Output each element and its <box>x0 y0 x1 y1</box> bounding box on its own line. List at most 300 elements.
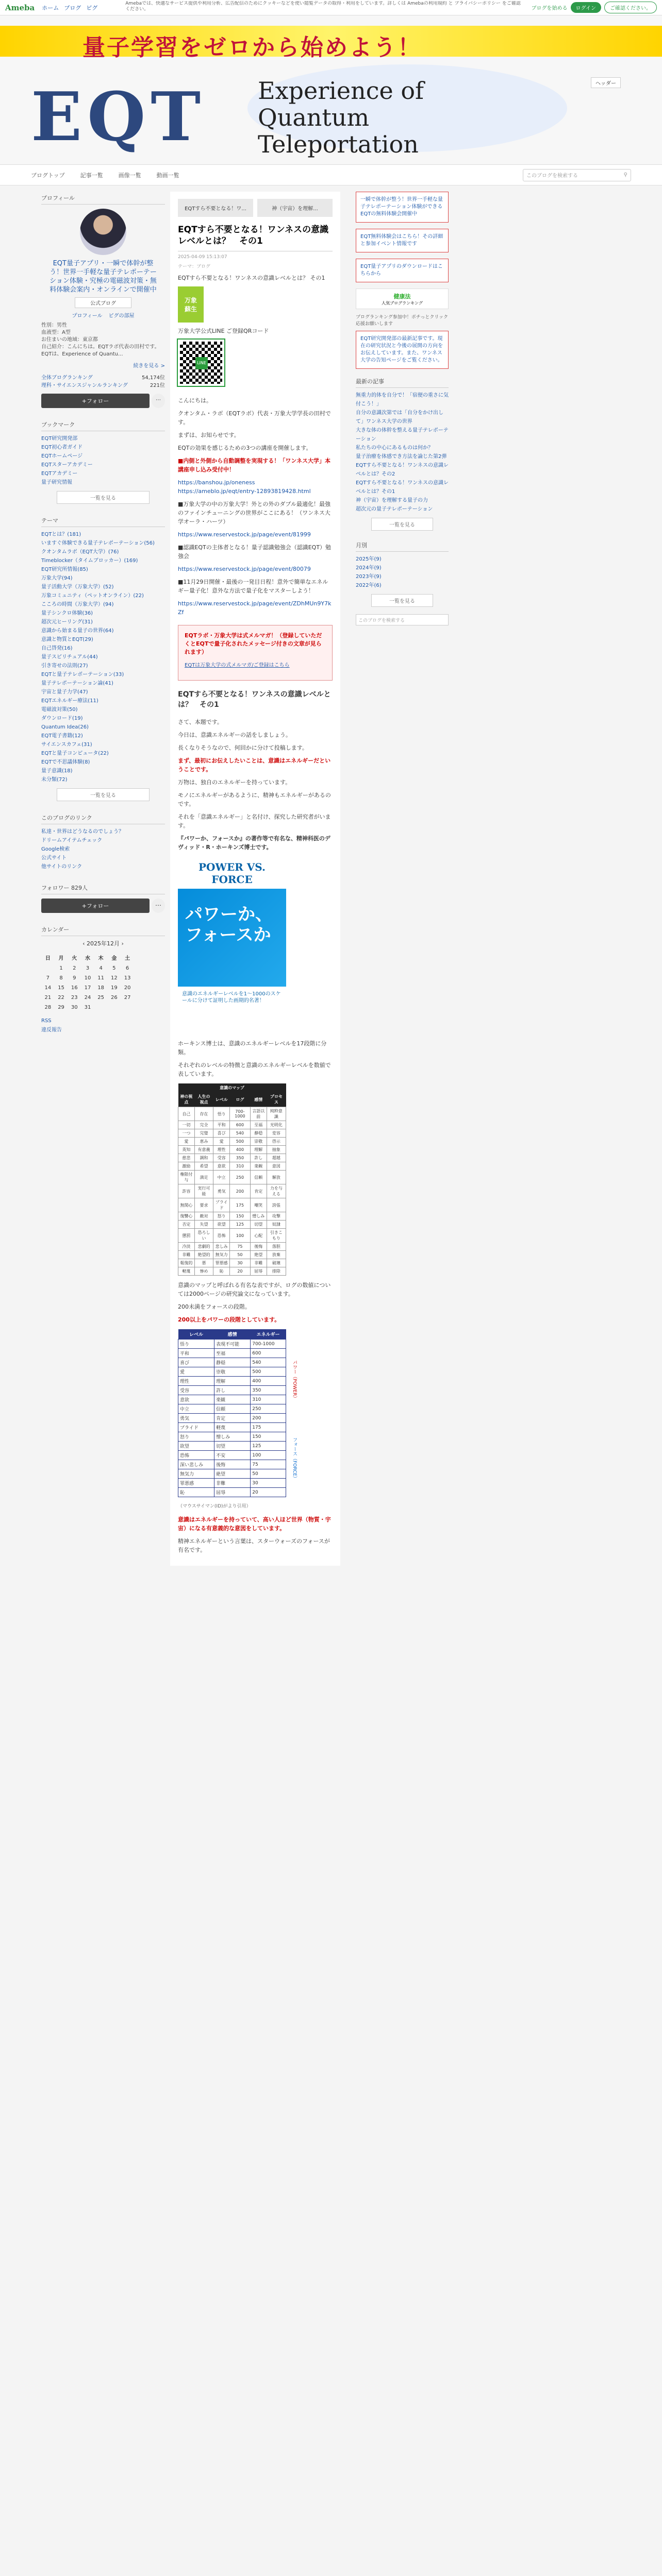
table-cell: 希望 <box>194 1162 213 1171</box>
table-cell: 罪悪感 <box>178 1479 214 1488</box>
theme-link[interactable]: クオンタムラボ（EQT大学）(76) <box>41 549 119 555</box>
para: モノにエネルギーがあるように、精神もエネルギーがあるのです。 <box>178 792 331 807</box>
recent-more-button[interactable]: 一覧を見る <box>371 518 433 531</box>
table-cell: 平和 <box>213 1121 230 1129</box>
table-cell: 悟り <box>213 1107 230 1121</box>
table-row <box>178 1488 286 1497</box>
table-cell: 無気力 <box>213 1251 230 1259</box>
article-title[interactable]: EQTすら不要となる！ワンネスの意識レベルとは？ その1 <box>178 224 333 251</box>
table-cell: 悟り <box>178 1340 214 1349</box>
profile-link[interactable]: プロフィール <box>72 313 103 319</box>
bookmark-link[interactable]: EQT研究開発部 <box>41 436 78 442</box>
table-cell: 200 <box>229 1184 250 1198</box>
para: 万物は、独自のエネルギーを持っています。 <box>178 779 291 786</box>
table-note: （マウスサイマン(ID)がより引用） <box>178 1504 251 1509</box>
calendar-day[interactable]: 8 <box>59 975 63 981</box>
report-link[interactable]: 違反報告 <box>41 1027 62 1033</box>
table-cell: 敵対 <box>194 1212 213 1221</box>
table-cell: 完全 <box>194 1121 213 1129</box>
search-placeholder: このブログを検索する <box>526 173 578 179</box>
theme-link[interactable]: 引き寄せの法則(27) <box>41 663 88 669</box>
right-sidebar <box>356 192 449 625</box>
table-cell: 信頼 <box>250 1171 267 1184</box>
table-cell: 失望 <box>194 1221 213 1229</box>
tab-image-list[interactable]: 画像一覧 <box>118 172 141 179</box>
calendar-day[interactable]: 21 <box>44 995 52 1001</box>
table-cell: 愛 <box>213 1138 230 1146</box>
theme-link[interactable]: サイエンスカフェ(31) <box>41 742 92 748</box>
event-1: ■内側と外側から自動調整を実現する！「ワンネス大学」本講座申し込み受付中！ <box>178 457 331 473</box>
profile-more-link[interactable]: 続きを見る > <box>133 363 165 369</box>
recent-article-link[interactable]: 大きな体の体幹を整える量子テレポーテーション <box>356 428 449 442</box>
table-cell: 中立 <box>213 1171 230 1184</box>
table-cell: 悲しみ <box>213 1243 230 1251</box>
calendar-day <box>41 963 55 973</box>
calendar-weekday: 日 <box>45 956 51 961</box>
article-date: 2025-04-09 15:13:07 <box>178 255 227 260</box>
calendar-day[interactable]: 18 <box>97 985 105 991</box>
table-row <box>178 1404 286 1414</box>
para: 長くなりそうなので、何回かに分けて投稿します。 <box>178 744 308 751</box>
theme-link[interactable]: 量子意識(18) <box>41 768 73 774</box>
promo-box-1[interactable]: 一瞬で体幹が整う！世界一手軽な量子テレポーテーション体験ができるEQTの無料体験会開催中 <box>356 192 449 223</box>
table-cell: 怒り <box>213 1212 230 1221</box>
table-cell: 軽蔑 <box>214 1423 251 1432</box>
highlight: 意識はエネルギーを持っていて、高い人ほど世界（物質・宇宙）になる有意義的な意図をしています。 <box>178 1516 331 1532</box>
calendar-day[interactable]: 23 <box>71 995 78 1001</box>
follow-button[interactable]: +フォロー <box>41 394 150 408</box>
nav-pigg[interactable]: ピグ <box>86 4 98 11</box>
ranking-note: プログランキング参加中！ポチっとクリック応援お願いします <box>356 315 449 327</box>
bookmark-list <box>41 434 165 487</box>
official-badge: 公式ブログ <box>75 297 131 308</box>
link-list <box>41 827 165 871</box>
banshou-banner[interactable] <box>178 286 204 323</box>
table-cell: 悪 <box>194 1259 213 1267</box>
bookmark-link[interactable]: EQTホームページ <box>41 453 83 459</box>
theme-link[interactable]: Timeblocker（タイムブロッカー）(169) <box>41 558 138 564</box>
para: ホーキンス博士は、意識のエネルギーレベルを17段階に分類。 <box>178 1040 327 1056</box>
line-caption: 万象大学公式LINE ご登録QRコード <box>178 328 269 334</box>
calendar-day[interactable]: 3 <box>86 965 90 971</box>
profile-info <box>41 322 165 358</box>
table-row <box>178 1138 286 1146</box>
calendar-day[interactable]: 14 <box>44 985 52 991</box>
recent-article-link[interactable]: 私たちの中心にあるものは何か？ <box>356 445 433 451</box>
theme-link[interactable]: EQTと量子テレポーテーション(33) <box>41 672 124 677</box>
theme-link[interactable]: ダウンロード(19) <box>41 716 83 721</box>
ranking-box <box>41 374 165 389</box>
sidebar-search-input[interactable] <box>356 614 449 625</box>
calendar-day[interactable]: 15 <box>58 985 64 991</box>
table-row <box>178 1184 286 1198</box>
article-body <box>178 274 333 1554</box>
table-cell: 非難 <box>250 1259 267 1267</box>
theme-link[interactable]: EQTと量子コンピュータ(22) <box>41 751 109 756</box>
table-cell: 解放 <box>267 1171 286 1184</box>
recent-article-link[interactable]: 量子治療を体感でき方法を論じた第2弾 <box>356 454 447 460</box>
para: それぞれのレベルの特徴と意識のエネルギーレベルを数値で表しています。 <box>178 1062 331 1077</box>
tab-blog-top[interactable]: ブログトップ <box>31 172 65 179</box>
calendar-day[interactable]: 25 <box>97 995 105 1001</box>
bookmark-section <box>41 418 165 504</box>
theme-link[interactable]: 電磁波対策(50) <box>41 707 78 713</box>
table-row <box>178 1432 286 1442</box>
avatar[interactable] <box>80 209 126 255</box>
recent-article-link[interactable]: 超次元の量子テレポーテーション <box>356 506 433 512</box>
table-cell: 表現不可能 <box>214 1340 251 1349</box>
theme-link[interactable]: 自己啓発(16) <box>41 646 73 651</box>
table-row <box>178 1442 286 1451</box>
table-cell: 理性 <box>178 1377 214 1386</box>
book-blurb: 意識のエネルギーレベルを1〜1000のスケールに分けて証明した画期的名著！ <box>178 987 286 1033</box>
calendar-day[interactable]: 12 <box>111 975 118 981</box>
theme-link[interactable]: 未分類(72) <box>41 777 68 783</box>
table-cell: 欲望 <box>178 1442 214 1451</box>
table-cell: 有意義 <box>194 1146 213 1154</box>
notice-button[interactable]: ご確認ください。 <box>604 2 657 13</box>
theme-link[interactable]: 超次元ヒーリング(31) <box>41 619 93 625</box>
table-row <box>178 1162 286 1171</box>
recent-article-link[interactable]: 自分の意識次第では「自分をかけ出して」ワンネス大学の世界 <box>356 410 443 425</box>
table-cell: 30 <box>229 1259 250 1267</box>
table-row <box>178 1469 286 1479</box>
event-4: ■11月29日開催・最後の一発目日程！意外で簡単なエネルギー量子化！意外な方法で量子化をマスターしよう！ <box>178 579 328 594</box>
table-cell: 権限付与 <box>178 1171 195 1184</box>
profile-name[interactable]: EQT量子アプリ・一瞬で体幹が整う！世界一手軽な量子テレポーテーション体験・究極の電磁波対策・無料体験会案内・オンラインで開催中 <box>49 260 157 294</box>
rank-overall-value: 54,174位 <box>142 375 165 381</box>
login-button[interactable]: ログイン <box>571 2 602 13</box>
archive-link[interactable]: 2025年(9) <box>356 556 382 562</box>
calendar-day[interactable]: 1 <box>59 965 63 971</box>
table-cell: 力を与える <box>267 1184 286 1198</box>
table-cell: 許容 <box>178 1184 195 1198</box>
more-options-icon[interactable]: ⋯ <box>152 899 165 913</box>
calendar-day[interactable]: 9 <box>73 975 76 981</box>
table-row <box>178 1377 286 1386</box>
profile-title: プロフィール <box>41 192 165 205</box>
table-cell: 欲望 <box>213 1221 230 1229</box>
table-cell: 540 <box>251 1358 286 1367</box>
calendar-day[interactable]: 27 <box>124 995 131 1001</box>
map-header: レベル <box>213 1092 230 1107</box>
table-cell: 否定 <box>178 1221 195 1229</box>
table-cell: 光明化 <box>267 1121 286 1129</box>
calendar-weekday: 木 <box>98 956 104 961</box>
force-label: フォース（FORCE） <box>292 1437 297 1481</box>
table-row <box>178 1395 286 1404</box>
table-row <box>178 1229 286 1243</box>
table-cell: 報復的 <box>178 1259 195 1267</box>
table-cell: 要求 <box>194 1198 213 1212</box>
rss-link[interactable]: RSS <box>41 1018 52 1024</box>
archive-link[interactable]: 2022年(6) <box>356 583 382 588</box>
event-4-link[interactable]: https://www.reservestock.jp/page/event/ZDhMUn9Y7kZf <box>178 600 332 616</box>
prev-article-button[interactable]: EQTすら不要となる！ワ... <box>178 199 253 217</box>
table-cell: 切望 <box>250 1221 267 1229</box>
map-header: 感情 <box>250 1092 267 1107</box>
table-cell: 恐怖 <box>213 1229 230 1243</box>
power-label: パワー（POWER） <box>292 1360 297 1401</box>
table-cell: 至福 <box>250 1121 267 1129</box>
table-cell: 350 <box>229 1154 250 1162</box>
table-cell: 無関心 <box>178 1198 195 1212</box>
calendar-day[interactable]: 26 <box>111 995 118 1001</box>
calendar-day[interactable]: 7 <box>46 975 50 981</box>
table-row <box>178 1251 286 1259</box>
blog-search-input[interactable] <box>523 169 631 181</box>
theme-link[interactable]: 量子テレポーテーション論(41) <box>41 681 113 686</box>
header-subtitle <box>258 77 424 158</box>
profile-intro: 自己紹介：こんにちは。EQTラボ代表の田村です。EQTは、Experience of Quantu... <box>41 344 160 357</box>
recent-article-link[interactable]: 無重力的体を自分で！「宿便の重さに気付こう！」 <box>356 393 449 407</box>
banner-top-text: 万象 <box>184 297 197 304</box>
archive-link[interactable]: 2023年(9) <box>356 574 382 580</box>
cookie-notice: Amebaでは、快適なサービス提供や利用分析、広告配信のためにクッキーなどを使い閲覧データの取得・利用をしています。詳しくは Amebaの利用規約 と プライバシーポリシー をご確認ください。 <box>125 1 521 12</box>
tab-article-list[interactable]: 記事一覧 <box>80 172 103 179</box>
calendar-day[interactable]: 6 <box>125 965 129 971</box>
table-cell: 一切 <box>178 1121 195 1129</box>
table-cell: 600 <box>251 1349 286 1358</box>
table-row <box>178 1121 286 1129</box>
table-cell: 恥 <box>213 1267 230 1276</box>
table-cell: 啓示 <box>267 1138 286 1146</box>
map-title: 意識のマップ <box>178 1083 286 1092</box>
table-cell: プライド <box>213 1198 230 1212</box>
para: それを「意識エネルギー」と名付け、探究した研究者がいます。 <box>178 814 331 829</box>
table-cell: 30 <box>251 1479 286 1488</box>
bookmark-link[interactable]: 量子研究情報 <box>41 480 72 485</box>
next-article-button[interactable]: 神（宇宙）を理解... <box>257 199 333 217</box>
event-1-link-2[interactable]: https://ameblo.jp/eqt/entry-12893819428.html <box>178 488 311 495</box>
rank-overall-label[interactable]: 全体ブログランキング <box>41 375 93 381</box>
table-cell: 絶望的 <box>194 1251 213 1259</box>
table-cell: 調和 <box>194 1154 213 1162</box>
pigg-room-link[interactable]: ピグの部屋 <box>108 313 135 319</box>
calendar-day[interactable]: 5 <box>112 965 116 971</box>
table-cell: 50 <box>229 1251 250 1259</box>
promo-box-2[interactable]: EQT無料体験会はこちら！その詳細と参加イベント情報です <box>356 229 449 252</box>
bookmark-more-button[interactable]: 一覧を見る <box>57 491 150 504</box>
calendar-month: ‹ 2025年12月 › <box>82 940 124 947</box>
table-cell: 恥 <box>178 1488 214 1497</box>
table-row <box>178 1198 286 1212</box>
calendar <box>41 923 165 1035</box>
blog-link[interactable]: 公式サイト <box>41 855 67 861</box>
energy-header: 感情 <box>214 1329 251 1340</box>
theme-link[interactable]: 量子活動大学（万象大学）(52) <box>41 584 114 590</box>
table-cell: 150 <box>229 1212 250 1221</box>
calendar-day[interactable]: 29 <box>58 1005 64 1010</box>
event-1-link[interactable]: https://banshou.jp/oneness <box>178 479 255 486</box>
nav-blog[interactable]: ブログ <box>64 4 81 11</box>
event-3: ■認識EQTの主体者となる！量子認識勉強会（認識EQT）勉強会 <box>178 544 332 560</box>
theme-link[interactable]: EQT電子書籍(12) <box>41 733 83 739</box>
recent-article-link[interactable]: EQTすら不要となる！ワンネスの意識レベルとは？その1 <box>356 480 449 495</box>
theme-link[interactable]: いますぐ体験できる量子テレポーテーション(56) <box>41 540 155 546</box>
table-cell: 変容 <box>267 1129 286 1138</box>
table-cell: 怒り <box>178 1432 214 1442</box>
theme-link[interactable]: 万象コミュニティ（ペットオンライン）(22) <box>41 593 144 599</box>
self-intro: クオンタム・ラボ（EQTラボ）代表・万象大学学長の田村です。 <box>178 410 331 426</box>
table-cell: 125 <box>229 1221 250 1229</box>
table-cell: 平和 <box>178 1349 214 1358</box>
recent-article-link[interactable]: 神（宇宙）を理解する量子の力 <box>356 498 428 503</box>
book-cover-image[interactable] <box>178 858 286 1033</box>
table-cell: 信頼 <box>214 1404 251 1414</box>
blog-link[interactable]: Google検索 <box>41 846 70 852</box>
theme-link[interactable]: EQTとは？(181) <box>41 532 81 537</box>
link-section <box>41 811 165 871</box>
table-cell: 攻撃 <box>267 1212 286 1221</box>
theme-link[interactable]: Quantum Idea(26) <box>41 724 89 730</box>
blog-start-link[interactable]: ブログを始める <box>531 6 568 11</box>
calendar-day[interactable]: 24 <box>84 995 91 1001</box>
table-cell: 英知 <box>178 1146 195 1154</box>
table-cell: 冷淡 <box>178 1243 195 1251</box>
ranking-banner[interactable] <box>356 289 449 309</box>
more-options-icon[interactable]: ⋯ <box>152 394 165 408</box>
table-cell: 落胆 <box>267 1243 286 1251</box>
table-cell: 恐怖 <box>178 1451 214 1460</box>
calendar-day[interactable]: 19 <box>111 985 118 991</box>
blog-header[interactable] <box>0 15 662 165</box>
theme-link[interactable]: 意識から始まる量子の世界(64) <box>41 628 114 634</box>
announce: まずは、お知らせです。 <box>178 432 240 438</box>
bookmark-link[interactable]: EQTアカデミー <box>41 471 78 477</box>
recent-article-link[interactable]: EQTすら不要となる！ワンネスの意識レベルとは？その2 <box>356 463 449 477</box>
table-cell: 700-1000 <box>229 1107 250 1121</box>
mailmag-box <box>178 625 333 681</box>
mailmag-link[interactable]: EQTは万象大学の式メルマガ/ご登録はこちら <box>185 663 290 668</box>
follower-section <box>41 882 165 913</box>
calendar-day[interactable]: 28 <box>44 1005 52 1010</box>
table-cell: 心配 <box>250 1229 267 1243</box>
table-cell: 20 <box>229 1267 250 1276</box>
table-cell: 恐ろしい <box>194 1229 213 1243</box>
table-cell: 懲罰 <box>178 1229 195 1243</box>
theme-link[interactable]: EQTで不思議体験(8) <box>41 759 90 765</box>
theme-link[interactable]: 万象大学(94) <box>41 575 73 581</box>
event-2-link[interactable]: https://www.reservestock.jp/page/event/81999 <box>178 531 311 538</box>
table-cell: 慈悲 <box>178 1154 195 1162</box>
calendar-day[interactable]: 13 <box>124 975 131 981</box>
bookmark-link[interactable]: EQTスターアカデミー <box>41 462 93 468</box>
promo-box-4[interactable]: EQT研究開発部の最新記事です。現在の研究状況と今後の展開の方向をお伝えしています。また、ワンネス大学の告知ページをご覧ください。 <box>356 331 449 369</box>
calendar-day[interactable]: 11 <box>97 975 105 981</box>
calendar-day[interactable]: 4 <box>99 965 103 971</box>
calendar-day[interactable]: 30 <box>71 1005 78 1010</box>
calendar-day[interactable]: 31 <box>84 1005 91 1010</box>
table-cell: 破壊 <box>267 1259 286 1267</box>
table-cell: 復讐心 <box>178 1212 195 1221</box>
theme-link[interactable]: 宇宙と量子力学(47) <box>41 689 88 695</box>
promo-box-3[interactable]: EQT量子アプリのダウンロードはこちらから <box>356 259 449 282</box>
table-cell: 嘲笑 <box>250 1198 267 1212</box>
tab-video-list[interactable]: 動画一覧 <box>156 172 179 179</box>
top-nav <box>42 4 97 12</box>
table-cell: 20 <box>251 1488 286 1497</box>
follower-label: フォロワー <box>41 885 70 891</box>
calendar-day <box>121 1003 134 1012</box>
calendar-day[interactable]: 17 <box>84 985 91 991</box>
table-cell: 540 <box>229 1129 250 1138</box>
table-cell: 罪悪感 <box>213 1259 230 1267</box>
article-theme[interactable]: テーマ：ブログ <box>178 264 211 269</box>
table-cell: 完璧 <box>194 1129 213 1138</box>
theme-section <box>41 514 165 801</box>
table-cell: 奴隷 <box>267 1221 286 1229</box>
ameba-logo[interactable]: Ameba <box>5 3 35 12</box>
nav-home[interactable]: ホーム <box>42 4 59 11</box>
table-cell: 無気力 <box>178 1469 214 1479</box>
table-cell: 崇敬 <box>250 1138 267 1146</box>
table-row <box>178 1221 286 1229</box>
bookmark-link[interactable]: EQT初心者ガイド <box>41 445 82 450</box>
archive-more-button[interactable]: 一覧を見る <box>371 594 433 607</box>
table-cell: 400 <box>251 1377 286 1386</box>
theme-link[interactable]: EQTエネルギー療法(11) <box>41 698 98 704</box>
announce-2: EQTの効果を感じるための3つの講座を開催します。 <box>178 445 312 451</box>
profile-box <box>41 192 165 408</box>
theme-link[interactable]: 量子スピリチュアル(44) <box>41 654 98 660</box>
table-cell: 悲劇的 <box>194 1243 213 1251</box>
theme-link[interactable]: 量子シンクロ体験(36) <box>41 611 93 616</box>
profile-gender: 性別：男性 <box>41 323 67 328</box>
profile-blood: 血液型：A型 <box>41 330 71 335</box>
rank-genre-label[interactable]: 理科・サイエンスジャンルランキング <box>41 383 128 388</box>
theme-link[interactable]: 意識と物質とEQT(29) <box>41 637 93 642</box>
calendar-day[interactable]: 10 <box>84 975 91 981</box>
theme-more-button[interactable]: 一覧を見る <box>57 788 150 801</box>
ranking-banner-sub: 人気ブログランキング <box>382 300 423 306</box>
archive-link[interactable]: 2024年(9) <box>356 565 382 571</box>
theme-link[interactable]: こころの時間（万象大学）(94) <box>41 602 114 607</box>
blog-link[interactable]: 他サイトのリンク <box>41 864 82 870</box>
calendar-day <box>108 1003 121 1012</box>
calendar-day[interactable]: 22 <box>58 995 64 1001</box>
follow-button-2[interactable]: +フォロー <box>41 899 150 913</box>
header-edit-button[interactable]: ヘッダー <box>591 77 621 88</box>
table-cell: 静穏 <box>214 1358 251 1367</box>
calendar-day[interactable]: 20 <box>124 985 131 991</box>
search-icon[interactable]: ⚲ <box>623 172 627 178</box>
event-3-link[interactable]: https://www.reservestock.jp/page/event/80079 <box>178 566 311 572</box>
calendar-day[interactable]: 2 <box>73 965 76 971</box>
map-header: 神の視点 <box>178 1092 195 1107</box>
table-row <box>178 1386 286 1395</box>
table-cell: 屈辱 <box>250 1267 267 1276</box>
line-qr-code[interactable] <box>178 340 224 386</box>
table-cell: 憎しみ <box>250 1212 267 1221</box>
table-cell: 楽観 <box>214 1395 251 1404</box>
table-cell: 激励 <box>178 1162 195 1171</box>
table-cell: 軽蔑 <box>178 1267 195 1276</box>
table-cell: 勇気 <box>178 1414 214 1423</box>
blog-link[interactable]: ドリームアイテムチェック <box>41 838 103 843</box>
table-cell: 静穏 <box>250 1129 267 1138</box>
table-cell: 抽象 <box>267 1146 286 1154</box>
calendar-day[interactable]: 16 <box>71 985 78 991</box>
article-column <box>170 192 340 1566</box>
energy-header: エネルギー <box>251 1329 286 1340</box>
consciousness-map-table <box>178 1083 286 1276</box>
table-cell: 肯定 <box>214 1414 251 1423</box>
theme-link[interactable]: EQT研究所情報(85) <box>41 567 88 572</box>
blog-link[interactable]: 私達・世界はどうなるのでしょう？ <box>41 829 124 835</box>
para: 意識のマップと呼ばれる有名な表ですが、ログの数値については2000ページの研究論文になっています。 <box>178 1282 331 1297</box>
map-header: プロセス <box>267 1092 286 1107</box>
